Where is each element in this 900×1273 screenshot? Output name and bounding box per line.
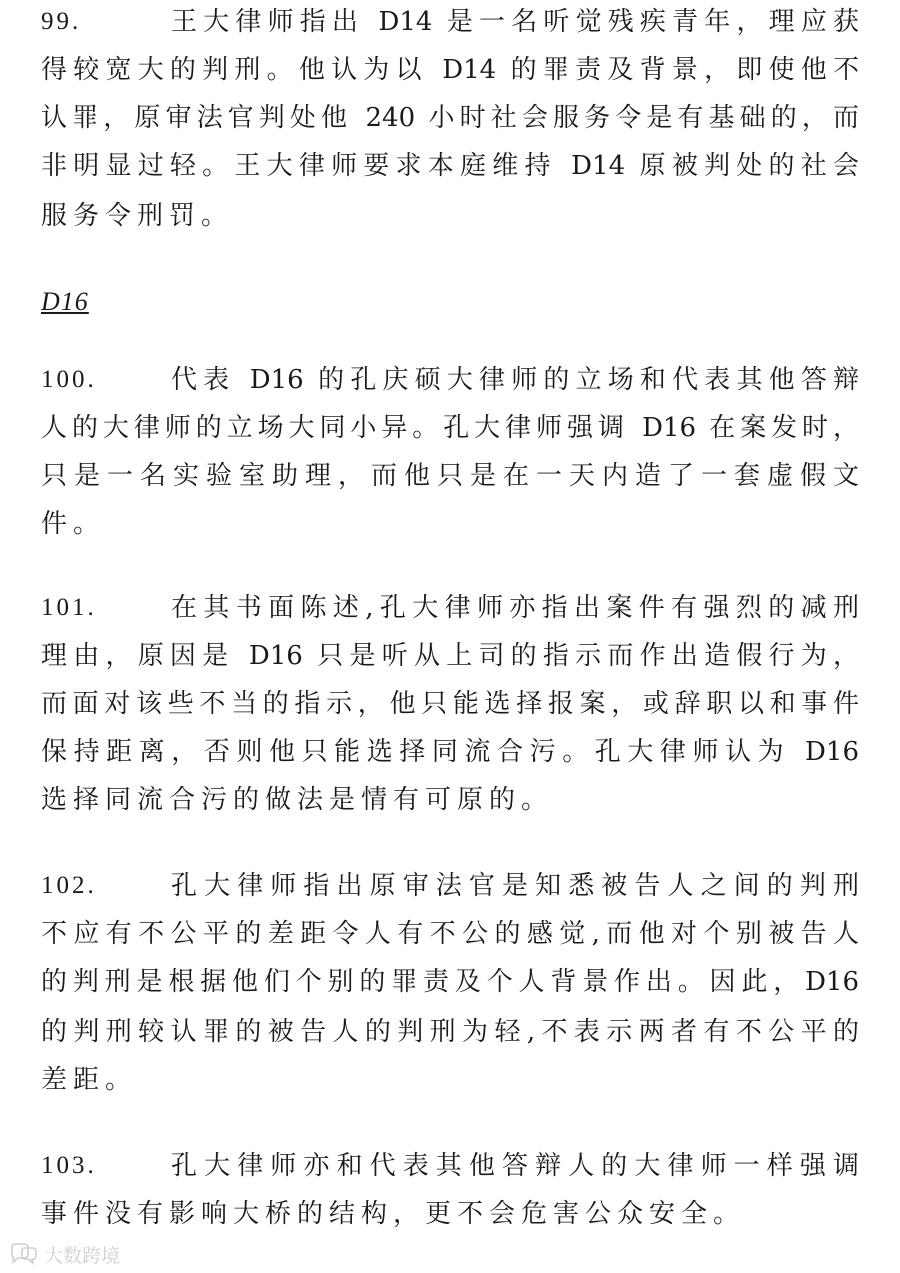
paragraph-103-line-2 (41, 1194, 859, 1234)
line-text: 理由，原因是 D16 只是听从上司的指示而作出造假行为， (41, 641, 859, 671)
line-text: 差距。 (41, 1065, 138, 1095)
paragraph-102-line-5 (41, 1060, 859, 1100)
line-text: 孔大律师亦和代表其他答辩人的大律师一样强调 (171, 1151, 859, 1181)
line-text: 只是一名实验室助理，而他只是在一天内造了一套虚假文 (41, 461, 859, 491)
paragraph-102-line-3 (41, 962, 859, 1002)
line-text: 孔大律师指出原审法官是知悉被告人之间的判刑 (171, 871, 859, 901)
paragraph-102-line-4 (41, 1012, 859, 1052)
paragraph-100-line-3 (41, 456, 859, 496)
line-text: 非明显过轻。王大律师要求本庭维持 D14 原被判处的社会 (41, 151, 859, 181)
paragraph-101-line-4 (41, 732, 859, 772)
line-text: 的判刑较认罪的被告人的判刑为轻,不表示两者有不公平的 (41, 1017, 859, 1047)
line-text: 人的大律师的立场大同小异。孔大律师强调 D16 在案发时， (41, 413, 859, 443)
line-text: 代表 D16 的孔庆硕大律师的立场和代表其他答辩 (171, 365, 859, 395)
line-text: 认罪，原审法官判处他 240 小时社会服务令是有基础的，而 (41, 103, 859, 133)
paragraph-101-line-3 (41, 684, 859, 724)
line-text: 在其书面陈述,孔大律师亦指出案件有强烈的减刑 (171, 593, 859, 623)
section-heading-d16: D16 (41, 287, 89, 316)
line-text: 不应有不公平的差距令人有不公的感觉,而他对个别被告人 (41, 919, 859, 949)
chat-bubble-logo-icon (8, 1243, 38, 1265)
paragraph-99-line-3 (41, 98, 859, 138)
paragraph-number: 99. (41, 8, 82, 35)
paragraph-100-line-1 (41, 360, 859, 400)
paragraph-number: 101. (41, 594, 97, 621)
line-text: 的判刑是根据他们个别的罪责及个人背景作出。因此，D16 (41, 967, 859, 997)
line-text: 保持距离，否则他只能选择同流合污。孔大律师认为 D16 (41, 737, 859, 767)
paragraph-99-line-2 (41, 50, 859, 90)
paragraph-102-line-1 (41, 866, 859, 906)
paragraph-number: 100. (41, 366, 97, 393)
line-text: 选择同流合污的做法是情有可原的。 (41, 785, 554, 815)
paragraph-99-line-5 (41, 196, 859, 236)
paragraph-99-line-4 (41, 146, 859, 186)
line-text: 事件没有影响大桥的结构，更不会危害公众安全。 (41, 1199, 746, 1229)
paragraph-103-line-1 (41, 1146, 859, 1186)
line-text: 得较宽大的判刑。他认为以 D14 的罪责及背景，即使他不 (41, 55, 859, 85)
watermark (8, 1240, 120, 1268)
line-text: 而面对该些不当的指示，他只能选择报案，或辞职以和事件 (41, 689, 859, 719)
line-text: 服务令刑罚。 (41, 201, 234, 231)
line-text: 件。 (41, 509, 106, 539)
paragraph-100-line-4 (41, 504, 859, 544)
paragraph-101-line-5 (41, 780, 859, 820)
line-text: 王大律师指出 D14 是一名听觉残疾青年，理应获 (171, 7, 859, 37)
paragraph-100-line-2 (41, 408, 859, 448)
paragraph-number: 102. (41, 872, 97, 899)
paragraph-99-line-1 (41, 2, 859, 42)
paragraph-number: 103. (41, 1152, 97, 1179)
paragraph-102-line-2 (41, 914, 859, 954)
watermark-text: 大数跨境 (44, 1245, 121, 1267)
paragraph-101-line-1 (41, 588, 859, 628)
paragraph-101-line-2 (41, 636, 859, 676)
